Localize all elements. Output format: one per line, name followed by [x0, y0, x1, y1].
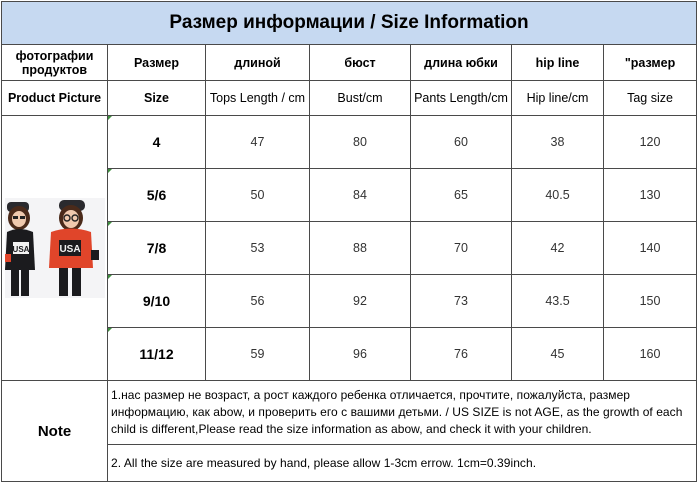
- cell-marker-icon: [108, 275, 112, 279]
- header-ru-size: Размер: [108, 45, 206, 81]
- bust-value: 96: [310, 328, 411, 381]
- size-value: 7/8: [108, 222, 206, 275]
- bust-value: 88: [310, 222, 411, 275]
- hip-line-value: 38: [512, 116, 604, 169]
- header-en-tag-size: Tag size: [604, 81, 697, 116]
- pants-length-value: 70: [411, 222, 512, 275]
- header-ru-hip-line: hip line: [512, 45, 604, 81]
- header-ru-length: длиной: [206, 45, 310, 81]
- svg-text:USA: USA: [12, 245, 29, 254]
- tops-length-value: 56: [206, 275, 310, 328]
- note-text-1: 1.нас размер не возраст, а рост каждого ребенка отличается, прочтите, пожалуйста, размер информацию, как abow, и проверить его с вашими детьми. / US SIZE is not AGE, as the growth of each child is different,Please read the size information as abow, and check it with your children.: [108, 381, 697, 445]
- hip-line-value: 43.5: [512, 275, 604, 328]
- hip-line-value: 42: [512, 222, 604, 275]
- size-value: 9/10: [108, 275, 206, 328]
- note-text-2: 2. All the size are measured by hand, please allow 1-3cm errow. 1cm=0.39inch.: [108, 445, 697, 482]
- header-ru-tag-size: "размер: [604, 45, 697, 81]
- tag-size-value: 160: [604, 328, 697, 381]
- cell-marker-icon: [108, 169, 112, 173]
- tag-size-value: 150: [604, 275, 697, 328]
- header-en-tops-length: Tops Length / cm: [206, 81, 310, 116]
- header-ru-pants-length: длина юбки: [411, 45, 512, 81]
- cell-marker-icon: [108, 328, 112, 332]
- note-label: Note: [2, 381, 108, 482]
- pants-length-value: 60: [411, 116, 512, 169]
- pants-length-value: 65: [411, 169, 512, 222]
- tops-length-value: 59: [206, 328, 310, 381]
- product-photo: [5, 198, 105, 298]
- header-ru-product-picture: фотографии продуктов: [2, 45, 108, 81]
- header-en-size: Size: [108, 81, 206, 116]
- svg-text:USA: USA: [58, 244, 81, 255]
- tag-size-value: 140: [604, 222, 697, 275]
- size-value: 11/12: [108, 328, 206, 381]
- cell-marker-icon: [108, 222, 112, 226]
- chart-title: Размер информации / Size Information: [2, 2, 697, 45]
- bust-value: 84: [310, 169, 411, 222]
- size-chart-table: [1, 1, 697, 482]
- hip-line-value: 40.5: [512, 169, 604, 222]
- size-value: 4: [108, 116, 206, 169]
- tops-length-value: 53: [206, 222, 310, 275]
- hip-line-value: 45: [512, 328, 604, 381]
- product-photo-cell: [2, 116, 108, 381]
- pants-length-value: 73: [411, 275, 512, 328]
- tops-length-value: 47: [206, 116, 310, 169]
- tag-size-value: 130: [604, 169, 697, 222]
- header-en-bust: Bust/cm: [310, 81, 411, 116]
- header-ru-bust: бюст: [310, 45, 411, 81]
- header-en-product-picture: Product Picture: [2, 81, 108, 116]
- cell-marker-icon: [108, 116, 112, 120]
- header-en-hip-line: Hip line/cm: [512, 81, 604, 116]
- pants-length-value: 76: [411, 328, 512, 381]
- header-en-pants-length: Pants Length/cm: [411, 81, 512, 116]
- tops-length-value: 50: [206, 169, 310, 222]
- tag-size-value: 120: [604, 116, 697, 169]
- bust-value: 80: [310, 116, 411, 169]
- size-value: 5/6: [108, 169, 206, 222]
- bust-value: 92: [310, 275, 411, 328]
- table-row: [2, 116, 697, 169]
